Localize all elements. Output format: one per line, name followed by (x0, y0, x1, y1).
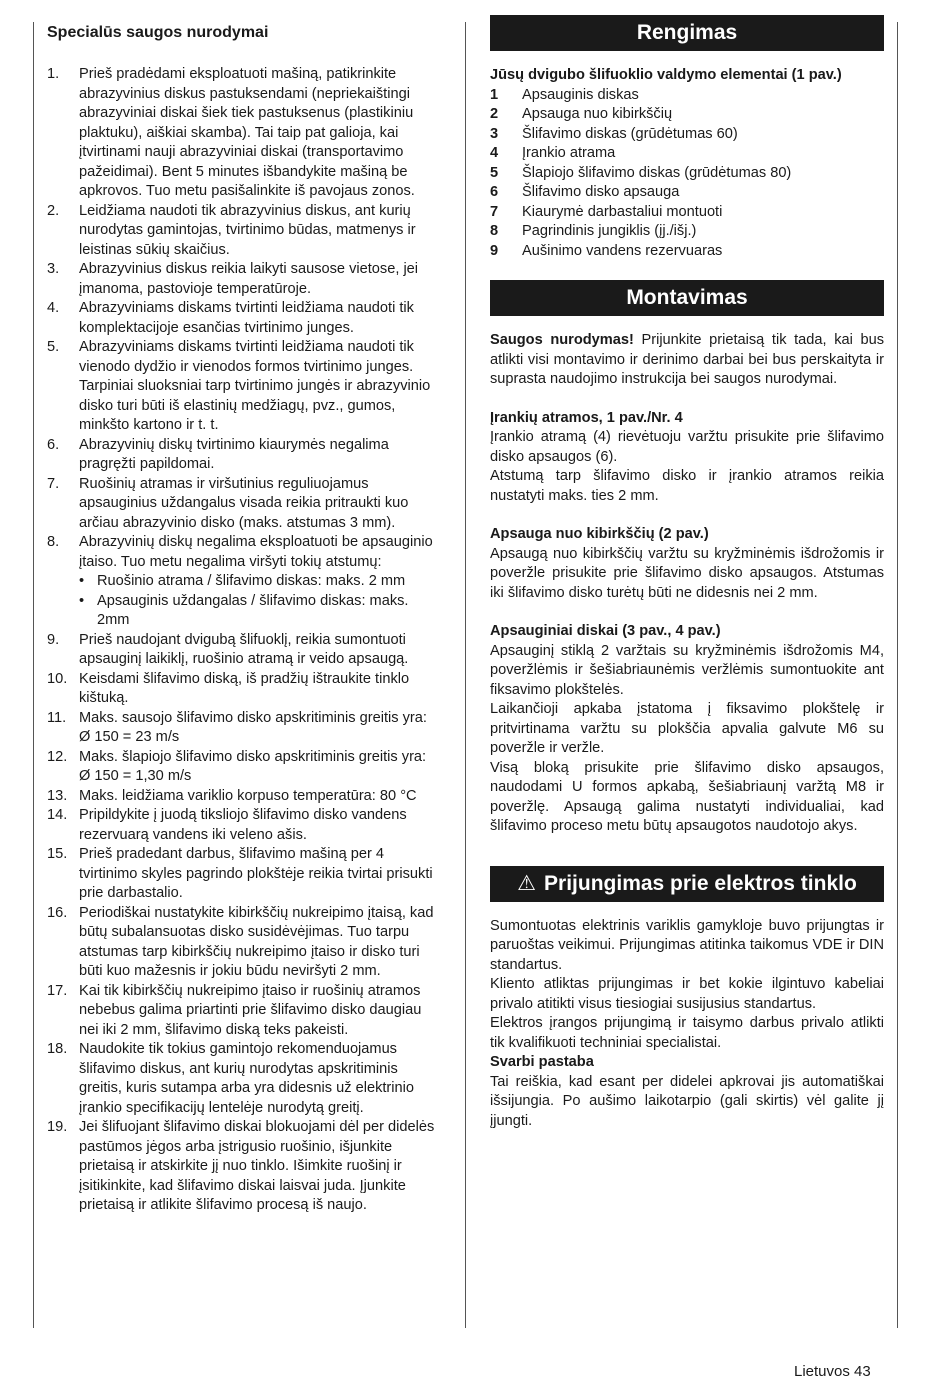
section-heading: Įrankių atramos, 1 pav./Nr. 4 (490, 409, 683, 426)
part-number: 8 (490, 223, 499, 239)
part-label: Įrankio atrama (522, 145, 616, 161)
rule-text: Keisdami šlifavimo diską, iš pradžių ištraukite tinklo kištuką. (79, 670, 410, 706)
rule-text: Maks. sausojo šlifavimo disko apskritiminis greitis yra: Ø 150 = 23 m/s (79, 709, 427, 745)
left-margin-rule (33, 22, 34, 1328)
safety-heading: Specialūs saugos nurodymai (47, 24, 269, 41)
part-number: 5 (490, 164, 499, 181)
rule-number: 15. (47, 846, 68, 862)
part-item (490, 125, 884, 145)
part-number: 3 (490, 125, 499, 142)
rule-text: Abrazyvinių diskų tvirtinimo kiaurymės negalima pragręžti papildomai. (79, 436, 389, 472)
rule-text: Jei šlifuojant šlifavimo diskai blokuojami dėl per didelės pastūmos jėgos arba įstrigusio ruošinio, išjunkite prietaisą ir atskirkite jį nuo tinklo. Išimkite ruošinį ir įsitikinkite, kad šlifavimo diskai laisvai juda. Įjunkite prietaisą ir atlikite šlifavimo procesą iš naujo. (79, 1119, 435, 1213)
right-margin-rule (897, 22, 898, 1328)
safety-rule-item (47, 845, 440, 904)
rule-text: Abrazyvinių diskų negalima eksploatuoti be apsauginio įtaiso. Tuo metu negalima viršyti tokių atstumų: (79, 534, 433, 570)
safety-rule-item (47, 904, 440, 982)
safety-rule-item (47, 1118, 440, 1216)
rule-number: 17. (47, 982, 68, 999)
rule-number: 16. (47, 904, 68, 921)
rule-subitem: • Ruošinio atrama / šlifavimo diskas: maks. 2 mm (79, 572, 440, 592)
section-paragraph: Įrankio atramą (4) rievėtuoju varžtu prisukite prie šlifavimo disko apsaugos (6). (490, 429, 884, 465)
elektra-paragraph: Kliento atliktas prijungimas ir bet kokie ilgintuvo kabeliai privalo atitikti visus tiesiogiai susijusius standartus. (490, 976, 884, 1012)
safety-rule-item (47, 631, 440, 670)
part-number: 6 (490, 184, 499, 200)
safety-rule-item (47, 806, 440, 845)
part-item (490, 203, 884, 223)
rule-text: Prieš pradėdami eksploatuoti mašiną, patikrinkite abrazyvinius diskus pastuksendami (nepriekaištingi abrazyviniai diskai šiek tiek pastuksenus (plastikiniu plaktuku), aiškiai skamba). Tai taip pat galioja, kai įtvirtinami nauji abrazyviniai diskai (transportavimo pažeidimai). Bent 5 minutes išbandykite mašiną be apkrovos. Tuo metu pasišalinkite iš pavojaus zonos. (79, 66, 415, 199)
rule-number: 11. (47, 709, 67, 726)
safety-note-label: Saugos nurodymas! (490, 332, 634, 348)
elektra-paragraphs (490, 917, 884, 1054)
section-paragraph: Visą bloką prisukite prie šlifavimo disko apsaugos, naudodami U formos apkabą, šešiabriaunį varžtą M8 ir poveržlę. Apsaugą galima nustatyti individualiai, kad šlifavimo proceso metu būtų apsaugotos naudotojo akys. (490, 759, 884, 834)
part-label: Apsauginis diskas (522, 86, 639, 103)
section-paragraph: Laikančioji apkaba įstatoma į fiksavimo plokštelę ir pritvirtinama varžtu su plokščia apvalia galvute M6 su poveržle ir veržle. (490, 701, 884, 756)
part-item (490, 86, 884, 106)
rule-text: Maks. leidžiama variklio korpuso temperatūra: 80 °C (79, 787, 417, 804)
rule-number: 6. (47, 436, 60, 453)
part-item (490, 242, 884, 262)
part-label: Pagrindinis jungiklis (įj./išj.) (522, 223, 697, 239)
safety-rule-item (47, 338, 440, 436)
controls-heading: Jūsų dvigubo šlifuoklio valdymo elementai (1 pav.) (490, 67, 842, 83)
elektra-paragraph: Sumontuotas elektrinis variklis gamykloje buvo prijungtas ir paruoštas veikimui. Prijungimas atitinka taikomus VDE ir DIN standartus. (490, 917, 884, 973)
section-paragraph: Atstumą tarp šlifavimo disko ir įrankio atramos reikia nustatyti maks. ties 2 mm. (490, 468, 884, 504)
safety-rule-item (47, 533, 440, 631)
safety-rule-item (47, 670, 440, 709)
part-item (490, 105, 884, 125)
rule-number: 10. (47, 670, 68, 687)
part-number: 1 (490, 86, 499, 103)
part-item (490, 183, 884, 203)
elektra-paragraph: Elektros įrangos prijungimą ir taisymo darbus privalo atlikti tik kvalifikuoti techniniai specialistai. (490, 1015, 884, 1051)
safety-rule-item (47, 475, 440, 534)
safety-rule-item (47, 982, 440, 1041)
safety-rule-item (47, 299, 440, 338)
section-heading: Apsauginiai diskai (3 pav., 4 pav.) (490, 623, 721, 639)
rule-number: 14. (47, 807, 68, 823)
parts-list (490, 86, 884, 262)
note-heading: Svarbi pastaba (490, 1054, 594, 1070)
montavimas-banner: Montavimas (490, 280, 884, 316)
rule-text: Maks. šlapiojo šlifavimo disko apskritiminis greitis yra: Ø 150 = 1,30 m/s (79, 748, 427, 784)
part-label: Aušinimo vandens rezervuaras (522, 242, 723, 259)
section-paragraph: Apsauginį stiklą 2 varžtais su kryžminėmis išdrožomis M4, poveržlėmis ir šešiabriaunėmis veržlėmis sumontuokite ant fiksavimo plokštelės. (490, 642, 884, 698)
note-text: Tai reiškia, kad esant per didelei apkrovai jis automatiškai išsijungia. Po aušimo laikotarpio (gali skirtis) vėl galite jį įjungti. (490, 1073, 884, 1129)
rule-text: Naudokite tik tokius gamintojo rekomenduojamus šlifavimo diskus, ant kurių nurodytas apskritiminis greitis, kuris sutampa arba yra didesnis už elektrinio įrankio specifikacijų lentelėje nurodytą greitį. (79, 1041, 414, 1116)
part-number: 7 (490, 203, 499, 220)
rule-number: 7. (47, 475, 60, 492)
safety-rule-item (47, 202, 440, 261)
safety-rule-item (47, 436, 440, 475)
safety-note-text: Prijunkite prietaisą tik tada, kai bus atlikti visi montavimo ir derinimo darbai bei bus perskaityta ir suprasta naudojimo instrukcija bei saugos nurodymai. (490, 332, 884, 387)
rule-number: 3. (47, 261, 60, 277)
section-paragraph: Apsaugą nuo kibirkščių varžtu su kryžminėmis išdrožomis ir poveržle prisukite prie šlifavimo disko apsaugos. Atstumas iki šlifavimo disko turėtų būti ne didesnis nei 2 mm. (490, 545, 884, 601)
rule-number: 9. (47, 631, 60, 648)
part-item (490, 222, 884, 242)
rengimas-banner: Rengimas (490, 15, 884, 51)
center-column-rule (465, 22, 466, 1328)
rule-text: Periodiškai nustatykite kibirkščių nukreipimo įtaisą, kad būtų subalansuotas disko susidėvėjimas. Tuo tarpu atstumas tarp kibirkščių nukreipimo įtaiso ir disko turi būti kuo mažesnis ir jokiu būdu neviršyti 2 mm. (79, 904, 434, 979)
rule-subitem: • Apsauginis uždangalas / šlifavimo diskas: maks. 2mm (79, 592, 440, 631)
part-label: Šlifavimo diskas (grūdėtumas 60) (522, 125, 738, 142)
rule-number: 1. (47, 66, 60, 82)
rule-text: Abrazyviniams diskams tvirtinti leidžiama naudoti tik vienodo dydžio ir vienodos formos tvirtinimo junges. Tarpiniai sluoksniai tarp tvirtinimo jungės ir abrazyvinio disko turi būti iš elastinių medžiagų, pvz., gumos, minkšto kartono ir t. t. (79, 339, 431, 433)
rule-text: Kai tik kibirkščių nukreipimo įtaiso ir ruošinių atramos nebebus galima priartinti prie šlifavimo disko daugiau nei iki 2 mm, šlifavimo diską teks pakeisti. (79, 982, 422, 1038)
rule-text: Prieš pradedant darbus, šlifavimo mašiną per 4 tvirtinimo skyles pagrindo plokštėje reikia tvirtai prisukti prie darbastalio. (79, 846, 433, 901)
safety-rule-item (47, 787, 440, 807)
page-footer: Lietuvos 43 (794, 1363, 871, 1380)
safety-rule-item (47, 65, 440, 202)
rule-text: Ruošinių atramas ir viršutinius reguliuojamus apsauginius uždangalus visada reikia pritraukti kuo arčiau abrazyvinio disko (maks. atstumas 3 mm). (79, 475, 409, 531)
rule-number: 5. (47, 339, 60, 355)
part-number: 9 (490, 242, 499, 259)
safety-note (490, 331, 884, 390)
rule-number: 18. (47, 1041, 68, 1057)
part-label: Šlifavimo disko apsauga (522, 184, 680, 200)
warning-triangle-icon: ⚠ (517, 871, 537, 895)
safety-rules-list (47, 65, 440, 1216)
elektra-banner-text: Prijungimas prie elektros tinklo (544, 871, 857, 895)
safety-rule-item (47, 1040, 440, 1118)
rule-number: 13. (47, 787, 68, 804)
part-item (490, 164, 884, 184)
rule-number: 8. (47, 534, 60, 550)
rule-text: Abrazyvinius diskus reikia laikyti sausose vietose, jei įmanoma, pastovioje temperatūroje. (79, 261, 419, 297)
rule-number: 12. (47, 748, 68, 765)
rule-text: Leidžiama naudoti tik abrazyvinius diskus, ant kurių nurodytas gamintojas, tvirtinimo būdas, matmenys ir leistinas sūkių skaičius. (79, 202, 416, 258)
part-number: 2 (490, 106, 499, 122)
rule-text: Abrazyviniams diskams tvirtinti leidžiama naudoti tik komplektacijoje esančias tvirtinimo junges. (79, 300, 414, 336)
rule-sublist (79, 572, 440, 631)
part-label: Šlapiojo šlifavimo diskas (grūdėtumas 80) (522, 164, 792, 181)
rule-number: 2. (47, 202, 60, 219)
montavimas-sections (490, 390, 884, 837)
part-label: Kiaurymė darbastaliui montuoti (522, 203, 723, 220)
safety-rule-item (47, 709, 440, 748)
left-column (47, 22, 440, 1216)
rule-text: Prieš naudojant dvigubą šlifuoklį, reikia sumontuoti apsauginį laikiklį, ruošinio atramą ir veido apsaugą. (79, 631, 409, 667)
rule-text: Pripildykite į juodą tiksliojo šlifavimo disko vandens rezervuarą vandens iki veleno ašis. (79, 807, 407, 843)
right-column (490, 15, 884, 1131)
section-heading: Apsauga nuo kibirkščių (2 pav.) (490, 526, 709, 542)
part-number: 4 (490, 145, 499, 161)
elektra-banner (490, 866, 884, 902)
part-label: Apsauga nuo kibirkščių (522, 106, 673, 122)
rule-number: 4. (47, 300, 60, 316)
rule-number: 19. (47, 1119, 68, 1135)
safety-rule-item (47, 748, 440, 787)
safety-rule-item (47, 260, 440, 299)
part-item (490, 144, 884, 164)
